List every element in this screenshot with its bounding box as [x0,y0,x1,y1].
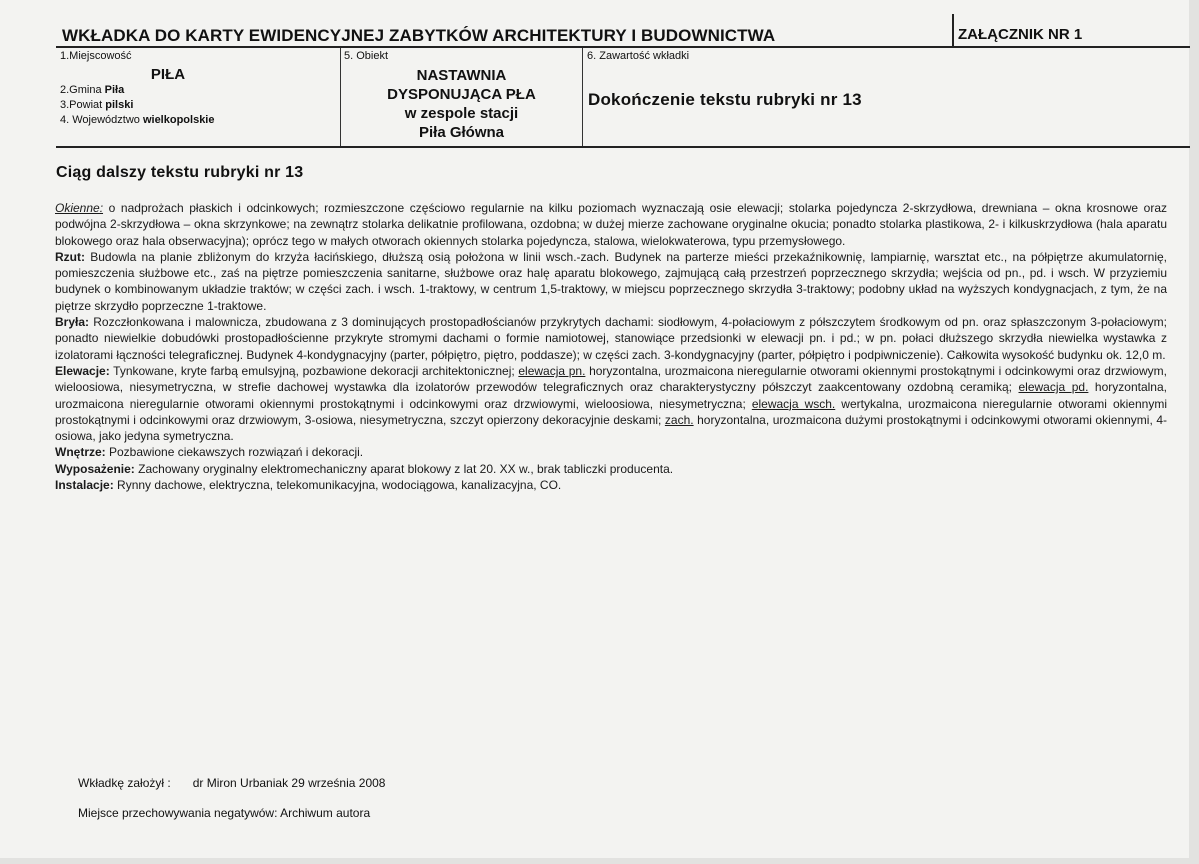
object-line: DYSPONUJĄCA PŁA [387,86,536,103]
gmina-row [60,84,124,96]
powiat-label: 3.Powiat [60,99,106,111]
scan-edge-right [1189,0,1199,864]
object-line: NASTAWNIA [416,67,507,84]
voivodeship-value: wielkopolskie [142,114,215,126]
main-title: WKŁADKA DO KARTY EWIDENCYJNEJ ZABYTKÓW ARCHITEKTURY I BUDOWNICTWA [62,26,776,45]
scan-edge-bottom [0,858,1199,864]
elewacje-text: horyzontalna, urozmaicona dużymi prostokątnymi i odcinkowymi otworami okiennymi, 4-osiowa, jako jedyna symetryczna. [55,412,1168,444]
insert-content-value: Dokończenie tekstu rubryki nr 13 [588,90,862,109]
elewacje-text: wertykalna, urozmaicona nieregularnie otworami okiennymi prostokątnymi i odcinkowymi oraz drzwiowym, 3-osiowa, niesymetryczna, szczyt opierzony dekoracyjnie deskami; [55,396,1167,427]
column-divider-2 [582,48,583,146]
paragraph-wyposazenie [55,461,1167,477]
elewacja-zach-label: zach. [664,412,694,427]
gmina-value: Piła [104,84,125,96]
paragraph-wnetrze [55,444,1167,460]
object-line: Piła Główna [418,124,505,141]
insert-content-label: 6. Zawartość wkładki [587,50,690,62]
okienne-label: Okienne: [55,201,104,215]
voivodeship-row [60,114,214,126]
wyposazenie-text: Zachowany oryginalny elektromechaniczny aparat blokowy z lat 20. XX w., brak tabliczki producenta. [134,461,674,476]
paragraph-rzut [55,249,1167,314]
elewacja-pd-label: elewacja pd. [1018,380,1089,395]
powiat-value: pilski [105,99,134,111]
elewacje-label: Elewacje: [55,363,110,378]
object-name [345,66,578,142]
author-label: Wkładkę założył : [78,776,171,790]
wnetrze-label: Wnętrze: [55,445,106,460]
instalacje-label: Instalacje: [55,478,114,493]
storage-line: Miejsce przechowywania negatywów: Archiwum autora [78,806,371,820]
header-rule-bottom [56,146,1190,148]
object-line: w zespole stacji [404,105,519,122]
locality-label: 1.Miejscowość [60,50,132,62]
author-line [78,776,385,790]
body-text [55,200,1167,493]
elewacja-wsch-label: elewacja wsch. [751,396,836,411]
bryla-label: Bryła: [55,315,90,330]
elewacje-text: horyzontalna, urozmaicona nieregularnie otworami okiennymi prostokątnymi i odcinkowymi oraz drzwiowym, wieloosiowa, niesymetryczna, w strefie dachowej wystawka dla izolatorów przewodów telegraficznych oraz charakterystyczny półszczyt zaakcentowany ozdobną ceramiką; [55,363,1167,395]
author-value: dr Miron Urbaniak 29 września 2008 [192,776,386,790]
wnetrze-text: Pozbawione ciekawszych rozwiązań i dekoracji. [105,445,364,460]
paragraph-okienne [55,200,1167,249]
rzut-label: Rzut: [55,249,85,264]
section-title: Ciąg dalszy tekstu rubryki nr 13 [56,164,304,181]
rzut-text: Budowla na planie zbliżonym do krzyża łacińskiego, dłuższą osią położona w linii wsch.-zach. Budynek na parterze mieści przekaźnikownię, lampiarnię, warsztat etc., na półpiętrze akumulatornię, pomieszczenia służbowe etc., zaś na piętrze pomieszczenia sanitarne, służbowe oraz halę aparatu blokowego, zajmującą całą przestrzeń poprzecznego skrzydła; wejścia od pn., pd. i wsch. W przyziemiu budynek o kombinowanym układzie traktów; w części zach. i wsch. 1-traktowy, w centrum 1,5-traktowy, w miejscu poprzecznego skrzydła 3-traktowy; podobny układ na wyższych kondygnacjach, z tym, że na piętrze skrzydło poprzeczne 1-traktowe. [55,249,1167,313]
paragraph-elewacje [55,363,1167,444]
bryla-text: Rozczłonkowana i malownicza, zbudowana z 3 dominujących prostopadłościanów przykrytych dachami: siodłowym, 4-połaciowym z półszczytem środkowym od pn. oraz spłaszczonym 3-połaciowym; ponadto niewielkie dobudówki prostopadłościenne przykryte stromymi dachami o formie namiotowej, stanowiące przedsionki w elewacji pn. i pd.; w pn. połaci dłuższego skrzydła niewielka wystawka z izolatorami łączności telegraficznej. Budynek 4-kondygnacyjny (parter, półpiętro, piętro, poddasze); w części zach. 3-kondygnacyjny (parter, półpiętro i podpiwniczenie). Całkowita wysokość budynku ok. 12,0 m. [55,315,1167,362]
elewacja-pn-label: elewacja pn. [518,363,586,378]
wyposazenie-label: Wyposażenie: [55,461,135,476]
column-divider-1 [340,48,341,146]
instalacje-text: Rynny dachowe, elektryczna, telekomunikacyjna, wodociągowa, kanalizacyjna, CO. [113,478,562,493]
gmina-label: 2.Gmina [60,84,105,96]
elewacje-text: horyzontalna, urozmaicona nieregularnie otworami okiennymi prostokątnymi i odcinkowymi oraz drzwiowymi, wieloosiowa, niesymetryczna; [55,380,1167,411]
locality-value: PIŁA [150,66,186,83]
voivodeship-label: 4. Województwo [60,114,143,126]
powiat-row [60,99,133,111]
object-label: 5. Obiekt [344,50,389,62]
title-divider [952,14,954,48]
okienne-text: o nadprożach płaskich i odcinkowych; rozmieszczone częściowo regularnie na kilku poziomach wyznaczają osie elewacji; stolarka pojedyncza 2-skrzydłowa, drewniana – okna krosnowe oraz podwójna 2-skrzydłowa – okna skrzynkowe; na zewnątrz stolarka delikatnie profilowana, ozdobna; w dużej mierze zachowane oryginalne okucia; ponadto stolarka plastikowa, 2- i kilkuskrzydłowa (hala aparatu blokowego oraz hala obserwacyjna); oprócz tego w małych otworach okiennych stolarka pojedyncza, stalowa, wielokwaterowa, typu przemysłowego. [55,201,1167,248]
paragraph-instalacje [55,477,1167,493]
elewacje-text: Tynkowane, kryte farbą emulsyjną, pozbawione dekoracji architektonicznej; [109,363,519,378]
annex-label: ZAŁĄCZNIK NR 1 [958,26,1083,43]
paragraph-bryla [55,314,1167,363]
header-rule-top [56,46,1190,48]
